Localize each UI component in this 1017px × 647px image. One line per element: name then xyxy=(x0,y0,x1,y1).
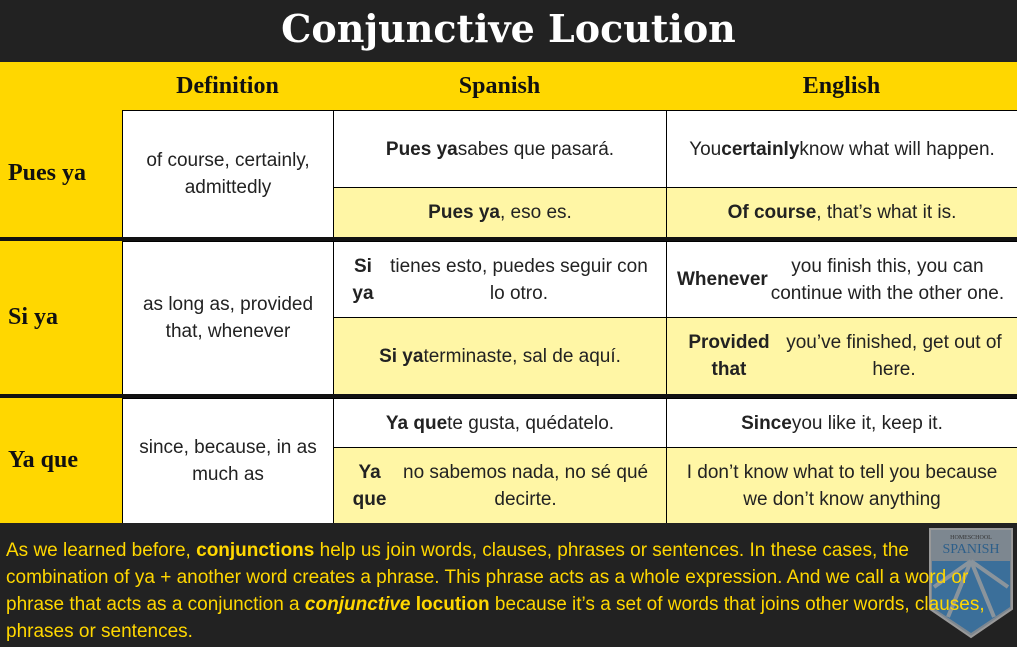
definition-cell: as long as, provided that, whenever xyxy=(122,241,333,394)
page-title: Conjunctive Locution xyxy=(0,0,1017,62)
text: As we learned before, xyxy=(6,540,197,561)
bold-text: locution xyxy=(410,594,490,615)
bold-text: Ya que xyxy=(352,461,387,510)
bold-text: Of course xyxy=(727,202,817,223)
text: tienes esto, puedes seguir con lo otro. xyxy=(390,255,648,304)
bold-text: conjunctive xyxy=(304,594,411,615)
english-example-cell xyxy=(666,398,1017,447)
text: no sabemos nada, no sé qué decirte. xyxy=(403,461,649,510)
bold-text: conjunctions xyxy=(196,540,315,561)
definition-cell: since, because, in as much as xyxy=(122,398,333,523)
english-example-cell xyxy=(666,110,1017,187)
header-definition: Definition xyxy=(122,62,333,110)
text: you like it, keep it. xyxy=(791,412,943,434)
text: You xyxy=(689,138,722,160)
spanish-example-cell xyxy=(333,447,666,523)
english-example-cell xyxy=(666,241,1017,317)
bold-text: Pues ya xyxy=(385,138,458,160)
spanish-example-cell xyxy=(333,317,666,394)
text: , that’s what it is. xyxy=(816,202,957,223)
bold-text: certainly xyxy=(721,138,800,160)
term-cell: Ya que xyxy=(0,398,122,523)
english-example-cell xyxy=(666,317,1017,394)
text: , eso es. xyxy=(500,202,572,223)
english-example-cell xyxy=(666,447,1017,523)
svg-text:SPANISH: SPANISH xyxy=(942,542,1000,557)
text: te gusta, quédatelo. xyxy=(447,412,615,434)
text: you’ve finished, get out of here. xyxy=(786,332,1002,380)
bold-text: Whenever xyxy=(677,269,768,290)
header-corner xyxy=(0,62,122,110)
text: I don’t know what to tell you because we don’t know anything xyxy=(686,461,998,510)
bold-text: Provided that xyxy=(688,332,770,380)
spanish-example-cell xyxy=(333,187,666,237)
bold-text: Since xyxy=(741,412,792,434)
english-example-cell xyxy=(666,187,1017,237)
spanish-example-cell xyxy=(333,110,666,187)
bold-text: Si ya xyxy=(379,345,424,367)
text: terminaste, sal de aquí. xyxy=(423,345,621,367)
spanish-example-cell xyxy=(333,241,666,317)
text: because it’s a set of words that joins other words, clauses, phrases or sentences. xyxy=(6,594,985,642)
text: know what will happen. xyxy=(799,138,995,160)
text: sabes que pasará. xyxy=(457,138,615,160)
term-cell: Si ya xyxy=(0,241,122,394)
text: you finish this, you can continue with the other one. xyxy=(770,255,1005,304)
footer-explanation xyxy=(6,537,1006,645)
bold-text: Si ya xyxy=(352,255,374,304)
bold-text: Pues ya xyxy=(428,202,500,223)
bold-text: Ya que xyxy=(385,412,448,434)
svg-text:HOMESCHOOL: HOMESCHOOL xyxy=(950,535,992,541)
term-cell: Pues ya xyxy=(0,110,122,237)
definition-cell: of course, certainly, admittedly xyxy=(122,110,333,237)
header-english: English xyxy=(666,62,1017,110)
spanish-example-cell xyxy=(333,398,666,447)
header-spanish: Spanish xyxy=(333,62,666,110)
text: help us join words, clauses, phrases or sentences. In these cases, the combination of ya + another word creates a phrase. This phrase acts as a whole expression. And we call a word or phrase that acts as a conjunction a xyxy=(6,540,969,615)
